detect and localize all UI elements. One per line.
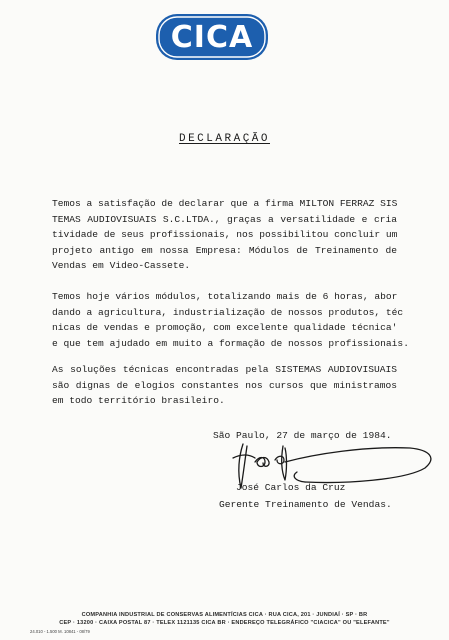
footer-address-line-1: COMPANHIA INDUSTRIAL DE CONSERVAS ALIMENTÍCIAS CICA · RUA CICA, 201 · JUNDIAÍ · SP · BR xyxy=(81,612,368,618)
paragraph-line: dando a agricultura, industrialização de nossos produtos, téc xyxy=(52,306,404,318)
paragraph-line: são dignas de elogios constantes nos cursos que ministramos xyxy=(52,379,397,391)
signatory-role: Gerente Treinamento de Vendas. xyxy=(219,499,392,510)
print-code: 24.010 - 1.500 M. 10841 - 08/79 xyxy=(30,629,90,634)
paragraph-line: Temos a satisfação de declarar que a firma MILTON FERRAZ SIS xyxy=(52,198,398,209)
document-title: DECLARAÇÃO xyxy=(178,133,270,145)
signatory-name: José Carlos da Cruz xyxy=(236,482,346,493)
paragraph-line: projeto antigo em nossa Empresa: Módulos de Treinamento de xyxy=(52,244,397,256)
paragraph-line: Temos hoje vários módulos, totalizando mais de 6 horas, abor xyxy=(52,291,398,302)
paragraph-line: e que tem ajudado em muito a formação de nossos profissionais. xyxy=(52,337,409,349)
paragraph-line: em todo território brasileiro. xyxy=(52,395,225,407)
logo-text: CICA xyxy=(170,20,254,55)
paragraph-3 xyxy=(52,362,397,409)
paragraph-line: As soluções técnicas encontradas pela SISTEMAS AUDIOVISUAIS xyxy=(52,364,397,375)
cica-logo xyxy=(156,14,268,60)
place-date: São Paulo, 27 de março de 1984. xyxy=(213,430,392,441)
paragraph-1 xyxy=(52,196,397,274)
paragraph-line: Vendas em Video-Cassete. xyxy=(52,260,191,272)
paragraph-2 xyxy=(52,289,409,351)
paragraph-line: TEMAS AUDIOVISUAIS S.C.LTDA., graças a versatilidade e cria xyxy=(52,213,397,225)
footer-address-line-2: CEP · 13200 · CAIXA POSTAL 87 · TELEX 1121135 CICA BR · ENDEREÇO TELEGRÁFICO "CIACICA" OU "ELEFANTE" xyxy=(59,620,390,626)
paragraph-line: nicas de vendas e promoção, com excelente qualidade técnica' xyxy=(52,322,398,334)
paragraph-line: tividade de seus profissionais, nos possibilitou concluir um xyxy=(52,229,398,241)
